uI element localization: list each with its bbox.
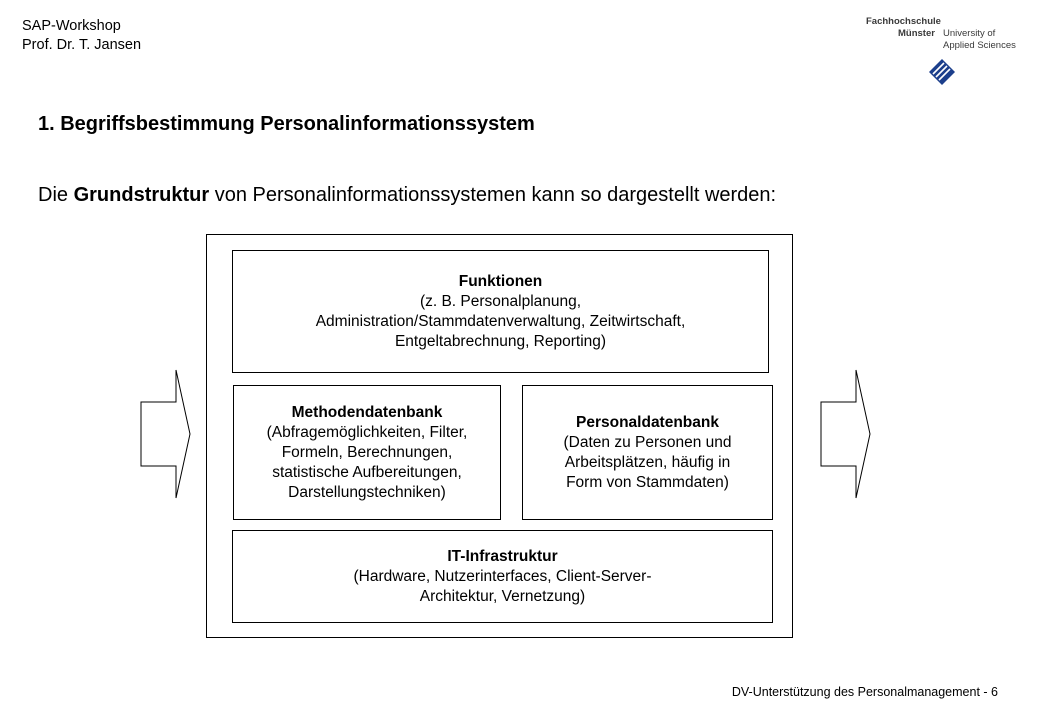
it-infrastructure-line: Architektur, Vernetzung) — [419, 587, 586, 605]
method-database-box — [233, 385, 501, 520]
university-logo — [862, 16, 1022, 86]
slide-footer: DV-Unterstützung des Personalmanagement - 6 — [731, 685, 998, 699]
author-label: Prof. Dr. T. Jansen — [22, 37, 142, 53]
functions-line: Entgeltabrechnung, Reporting) — [394, 332, 607, 350]
logo-line-applied-sciences: Applied Sciences — [943, 40, 1016, 51]
it-infrastructure-title: IT-Infrastruktur — [447, 547, 558, 565]
fh-muenster-diamond-icon — [928, 58, 956, 86]
intro-text-bold: Grundstruktur — [73, 184, 210, 206]
intro-sentence — [38, 184, 776, 207]
functions-line: Administration/Stammdatenverwaltung, Zeitwirtschaft, — [315, 312, 686, 330]
slide-title: 1. Begriffsbestimmung Personalinformationssystem — [38, 113, 535, 135]
logo-line-university: University of — [943, 28, 996, 39]
input-arrow-icon — [140, 368, 192, 500]
output-arrow-icon — [820, 368, 872, 500]
it-infrastructure-line: (Hardware, Nutzerinterfaces, Client-Server- — [353, 567, 652, 585]
workshop-label: SAP-Workshop — [22, 18, 121, 34]
method-database-line: statistische Aufbereitungen, — [272, 463, 462, 481]
personnel-database-title: Personaldatenbank — [576, 413, 719, 431]
method-database-line: Formeln, Berechnungen, — [281, 443, 453, 461]
intro-text-before: Die — [38, 184, 74, 206]
intro-text-after: von Personalinformationssystemen kann so dargestellt werden: — [209, 184, 777, 206]
method-database-line: Darstellungstechniken) — [288, 483, 446, 501]
slide-header — [22, 17, 141, 55]
logo-line-muenster: Münster — [898, 28, 935, 39]
logo-line-fachhochschule: Fachhochschule — [866, 16, 941, 27]
method-database-line: (Abfragemöglichkeiten, Filter, — [266, 423, 468, 441]
personnel-database-line: (Daten zu Personen und — [563, 433, 732, 451]
it-infrastructure-box — [232, 530, 773, 623]
functions-title: Funktionen — [458, 272, 543, 290]
personnel-database-line: Arbeitsplätzen, häufig in — [564, 453, 731, 471]
personnel-database-box — [522, 385, 773, 520]
functions-box — [232, 250, 769, 373]
functions-line: (z. B. Personalplanung, — [419, 292, 582, 310]
method-database-title: Methodendatenbank — [291, 403, 443, 421]
personnel-database-line: Form von Stammdaten) — [566, 473, 729, 491]
